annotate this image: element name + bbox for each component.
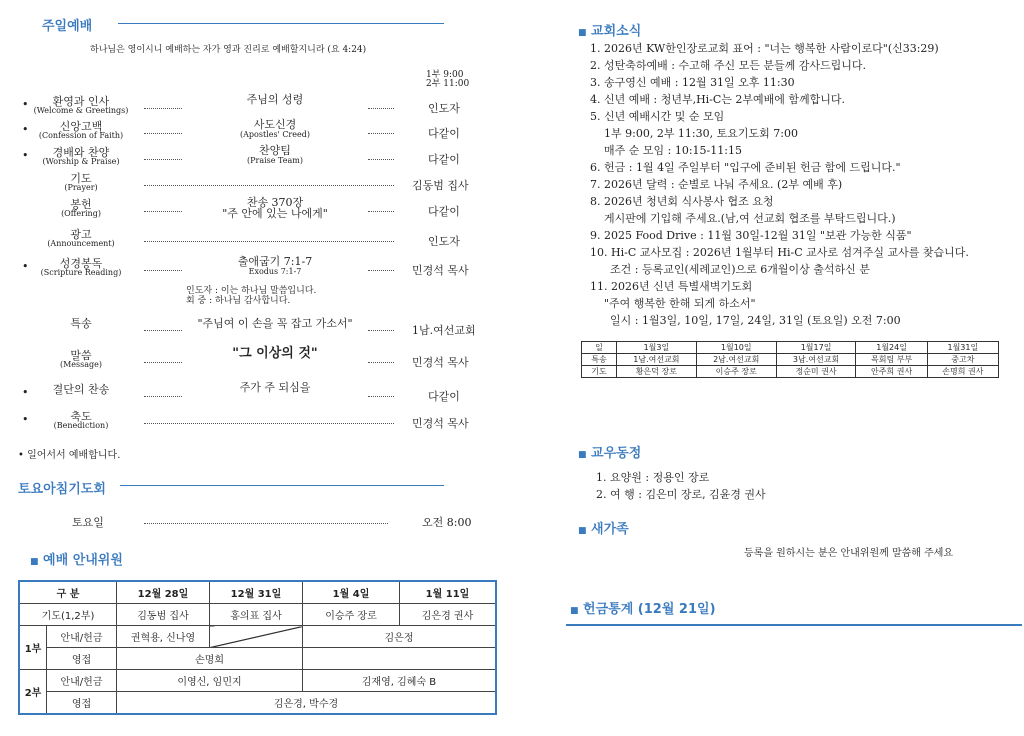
header-cell: 12월 31일: [210, 581, 303, 604]
news-item: 2. 성탄축하예배 : 수고해 주신 모든 분들께 감사드립니다.: [590, 59, 866, 72]
content-title: 찬송 370장: [246, 196, 304, 209]
news-item: "주여 행복한 한해 되게 하소서": [604, 297, 756, 310]
content-subtitle: (Praise Team): [247, 156, 303, 165]
saturday-leader-dots: [144, 523, 388, 524]
service-item-title: 축도: [70, 410, 92, 423]
news-item: 5. 신년 예배시간 및 순 모임: [590, 110, 725, 123]
table-cell: 안주희 권사: [856, 366, 927, 378]
table-cell: 홍의표 집사: [210, 604, 303, 626]
newcomers-title-text: 새가족: [591, 522, 629, 537]
leader-dots: [144, 159, 182, 160]
empty-cell: [303, 648, 497, 670]
header-cell: 1월17일: [776, 342, 856, 354]
service-item-title: 성경봉독: [59, 257, 103, 270]
service-item-leader: 다같이: [428, 153, 460, 166]
slash-cell: [210, 626, 303, 648]
saturday-divider: [120, 485, 444, 486]
content-title: "주님여 이 손을 꼭 잡고 가소서": [197, 317, 353, 330]
leader-dots: [368, 211, 394, 212]
newcomers-note: 등록을 원하시는 분은 안내위원께 말씀해 주세요: [744, 548, 954, 559]
leader-dots: [144, 241, 394, 242]
table-cell: 손명희 권사: [927, 366, 998, 378]
ushers-s2-greet-row: [19, 692, 496, 715]
header-cell: 12월 28일: [117, 581, 210, 604]
newcomers-title: [578, 518, 629, 537]
service-item-leader: 인도자: [428, 102, 460, 115]
service-times: [426, 71, 469, 89]
ushers-prayer-row: [19, 604, 496, 626]
stand-note-text: 일어서서 예배합니다.: [27, 450, 121, 461]
list-item: 1. 요양원 : 정용인 장로: [596, 471, 710, 484]
saturday-time: 오전 8:00: [422, 516, 472, 529]
service-item-title: 특송: [70, 317, 92, 330]
news-title: [578, 20, 641, 39]
service-item-content: [180, 94, 370, 105]
header-cell: 1월 4일: [303, 581, 400, 604]
leader-dots: [368, 396, 394, 397]
leader-dots: [144, 133, 182, 134]
row-label: 영접: [47, 692, 117, 715]
leader-dots: [144, 108, 182, 109]
header-cell: 1월10일: [696, 342, 776, 354]
ushers-title: [30, 549, 123, 568]
service-item-title: 신앙고백: [59, 120, 103, 133]
leader-dots: [368, 330, 394, 331]
square-icon: ■: [30, 557, 39, 567]
content-subtitle: (Apostles' Creed): [240, 130, 310, 139]
square-icon: ■: [578, 28, 587, 38]
bullet-icon: •: [22, 123, 29, 136]
schedule-row: [582, 354, 999, 366]
content-title: 주가 주 되심을: [239, 381, 311, 394]
service-item-name: [30, 229, 132, 248]
leader-dots: [144, 423, 394, 424]
news-item: 8. 2026년 청년회 식사봉사 협조 요청: [590, 195, 774, 208]
content-title: 찬양팀: [259, 144, 291, 157]
table-cell: 2남.여선교회: [696, 354, 776, 366]
table-cell: 김재영, 김혜숙 B: [303, 670, 497, 692]
service-item-title: 환영과 인사: [52, 95, 110, 108]
header-cell: 1월 11일: [400, 581, 497, 604]
square-icon: ■: [578, 450, 587, 460]
news-item: 11. 2026년 신년 특별새벽기도회: [590, 280, 753, 293]
service-item-leader: 다같이: [428, 127, 460, 140]
service-item-subtitle: (Confession of Faith): [38, 131, 124, 140]
news-item: 7. 2026년 달력 : 순별로 나눠 주세요. (2부 예배 후): [590, 178, 843, 191]
service-item-name: [30, 96, 132, 115]
table-cell: 황은덕 장로: [617, 366, 697, 378]
title-divider: [118, 23, 444, 24]
service-label: 2부: [19, 670, 47, 715]
news-item: 6. 헌금 : 1월 4일 주일부터 "입구에 준비된 헌금 함에 드립니다.": [590, 161, 901, 174]
content-title: 주님의 성령: [246, 93, 304, 106]
responsive-congregation: 회 중 : 하나님 감사합니다.: [186, 296, 291, 306]
news-item: 9. 2025 Food Drive : 11월 30일-12월 31일 "보관 가능한 식품": [590, 229, 912, 242]
leader-dots: [368, 270, 394, 271]
service-item-name: [30, 173, 132, 192]
service-label: 1부: [19, 626, 47, 670]
table-cell: 중고차: [927, 354, 998, 366]
worship-title: 주일예배: [42, 19, 93, 34]
list-item: 2. 여 행 : 김은미 장로, 김윤경 권사: [596, 488, 766, 501]
leader-dots: [368, 133, 394, 134]
schedule-header-row: [582, 342, 999, 354]
time-first: 1부 9:00: [426, 70, 464, 80]
service-item-leader: 민경석 목사: [412, 264, 469, 277]
service-item-name: [30, 258, 132, 277]
service-item-name: [30, 411, 132, 430]
members-list: [596, 469, 766, 503]
table-cell: 목회팀 부부: [856, 354, 927, 366]
square-icon: ■: [578, 526, 587, 536]
header-cell: 구 분: [19, 581, 117, 604]
leader-dots: [144, 362, 182, 363]
table-cell: 3남.여선교회: [776, 354, 856, 366]
leader-dots: [144, 330, 182, 331]
news-item: 일시 : 1월3일, 10일, 17일, 24일, 31일 (토요일) 오전 7:00: [610, 314, 901, 327]
square-icon: ■: [570, 606, 579, 616]
bullet-icon: •: [22, 413, 29, 426]
bullet-icon: •: [22, 98, 29, 111]
worship-verse: 하나님은 영이시니 예배하는 자가 영과 진리로 예배할지니라 (요 4:24): [90, 45, 367, 55]
table-cell: 김은경 권사: [400, 604, 497, 626]
leader-dots: [368, 362, 394, 363]
header-cell: 1월3일: [617, 342, 697, 354]
service-item-title: 광고: [70, 228, 92, 241]
table-cell: 김동범 집사: [117, 604, 210, 626]
table-cell: 이영신, 임민지: [117, 670, 303, 692]
service-item-title: 봉헌: [70, 198, 92, 211]
members-title-text: 교우동정: [591, 446, 642, 461]
service-item-content: [180, 145, 370, 165]
news-item: 1부 9:00, 2부 11:30, 토요기도회 7:00: [604, 127, 798, 140]
row-label: 영접: [47, 648, 117, 670]
service-item-subtitle: (Prayer): [64, 183, 98, 192]
header-cell: 1월24일: [856, 342, 927, 354]
service-item-subtitle: (Message): [59, 360, 102, 369]
news-item: 4. 신년 예배 : 청년부,Hi-C는 2부예배에 함께합니다.: [590, 93, 846, 106]
service-item-name: [30, 147, 132, 166]
leader-dots: [144, 396, 182, 397]
table-cell: 김은경, 박수경: [117, 692, 497, 715]
bullet-icon: •: [22, 149, 29, 162]
table-cell: 1남.여선교회: [617, 354, 697, 366]
service-item-name: [30, 199, 132, 218]
service-item-leader: 다같이: [428, 205, 460, 218]
row-label: 기도: [582, 366, 617, 378]
ushers-title-text: 예배 안내위원: [43, 553, 123, 568]
content-title: 출애굽기 7:1-7: [237, 255, 313, 268]
service-item-content: [180, 318, 370, 329]
content-title: 사도신경: [253, 118, 297, 131]
offering-title-text: 헌금통계 (12월 21일): [583, 602, 716, 617]
table-cell: 손명희: [117, 648, 303, 670]
service-item-leader: 김동범 집사: [412, 179, 469, 192]
leader-dots: [144, 270, 182, 271]
news-item: 조건 : 등록교인(세례교인)으로 6개월이상 출석하신 분: [610, 263, 870, 276]
ushers-s1-greet-row: [19, 648, 496, 670]
service-item-content: [180, 256, 370, 276]
news-title-text: 교회소식: [591, 24, 642, 39]
service-item-content: [180, 348, 370, 359]
service-item-subtitle: (Announcement): [47, 239, 115, 248]
service-item-leader: 1남.여선교회: [412, 324, 476, 337]
service-item-subtitle: (Offering): [61, 209, 101, 218]
service-item-subtitle: (Worship & Praise): [42, 157, 120, 166]
service-item-name: [30, 350, 132, 369]
service-item-title: 결단의 찬송: [52, 383, 110, 396]
time-second: 2부 11:00: [426, 79, 470, 89]
table-cell: 권혁용, 신나영: [117, 626, 210, 648]
stand-note: • 일어서서 예배합니다.: [18, 450, 121, 461]
news-item: 10. Hi-C 교사모집 : 2026년 1월부터 Hi-C 교사로 섬겨주실 교사를 찾습니다.: [590, 246, 969, 259]
service-item-leader: 민경석 목사: [412, 417, 469, 430]
content-subtitle: Exodus 7:1-7: [248, 267, 302, 276]
news-item: 1. 2026년 KW한인장로교회 표어 : "너는 행복한 사람이로다"(신33:29): [590, 42, 939, 55]
bullet-icon: •: [22, 386, 29, 399]
service-item-title: 말씀: [70, 349, 92, 362]
service-item-name: [30, 121, 132, 140]
bullet-icon: •: [22, 260, 29, 273]
leader-dots: [368, 108, 394, 109]
row-label: 안내/헌금: [47, 626, 117, 648]
ushers-table: [18, 580, 497, 715]
offering-title: [570, 598, 716, 617]
service-item-subtitle: (Welcome & Greetings): [33, 106, 129, 115]
news-item: 게시판에 기입해 주세요.(남,여 선교회 협조를 부탁드립니다.): [604, 212, 896, 225]
saturday-title: 토요아침기도회: [18, 482, 106, 497]
leader-dots: [368, 159, 394, 160]
row-label: 특송: [582, 354, 617, 366]
responsive-reading: [186, 286, 316, 306]
header-cell: 일: [582, 342, 617, 354]
table-cell: 정순미 권사: [776, 366, 856, 378]
service-item-name: [30, 318, 132, 329]
service-item-name: [30, 384, 132, 395]
service-item-content: [180, 119, 370, 139]
service-item-title: 기도: [70, 172, 92, 185]
leader-dots: [144, 185, 394, 186]
service-item-content: [180, 382, 370, 393]
table-cell: 이승주 장로: [696, 366, 776, 378]
responsive-leader: 인도자 : 이는 하나님 말씀입니다.: [186, 286, 317, 296]
service-item-leader: 민경석 목사: [412, 356, 469, 369]
ushers-s1-guide-row: [19, 626, 496, 648]
ushers-s2-guide-row: [19, 670, 496, 692]
service-item-leader: 인도자: [428, 235, 460, 248]
service-item-subtitle: (Benediction): [53, 421, 109, 430]
news-item: 3. 송구영신 예배 : 12월 31일 오후 11:30: [590, 76, 795, 89]
prayer-schedule-table: [581, 341, 999, 378]
content-title: "그 이상의 것": [232, 346, 318, 361]
row-label: 안내/헌금: [47, 670, 117, 692]
schedule-row: [582, 366, 999, 378]
header-cell: 1월31일: [927, 342, 998, 354]
row-label: 기도(1,2부): [19, 604, 117, 626]
news-item: 매주 순 모임 : 10:15-11:15: [604, 144, 742, 157]
service-item-subtitle: (Scripture Reading): [40, 268, 122, 277]
table-cell: 김은정: [303, 626, 497, 648]
leader-dots: [144, 211, 182, 212]
service-item-content: [180, 197, 370, 220]
service-item-title: 경배와 찬양: [52, 146, 110, 159]
saturday-day: 토요일: [72, 516, 104, 529]
table-cell: 이승주 장로: [303, 604, 400, 626]
content-subtitle: "주 안에 있는 나에게": [222, 207, 328, 220]
offering-divider: [566, 624, 1022, 626]
members-title: [578, 442, 641, 461]
service-item-leader: 다같이: [428, 390, 460, 403]
ushers-header-row: [19, 581, 496, 604]
